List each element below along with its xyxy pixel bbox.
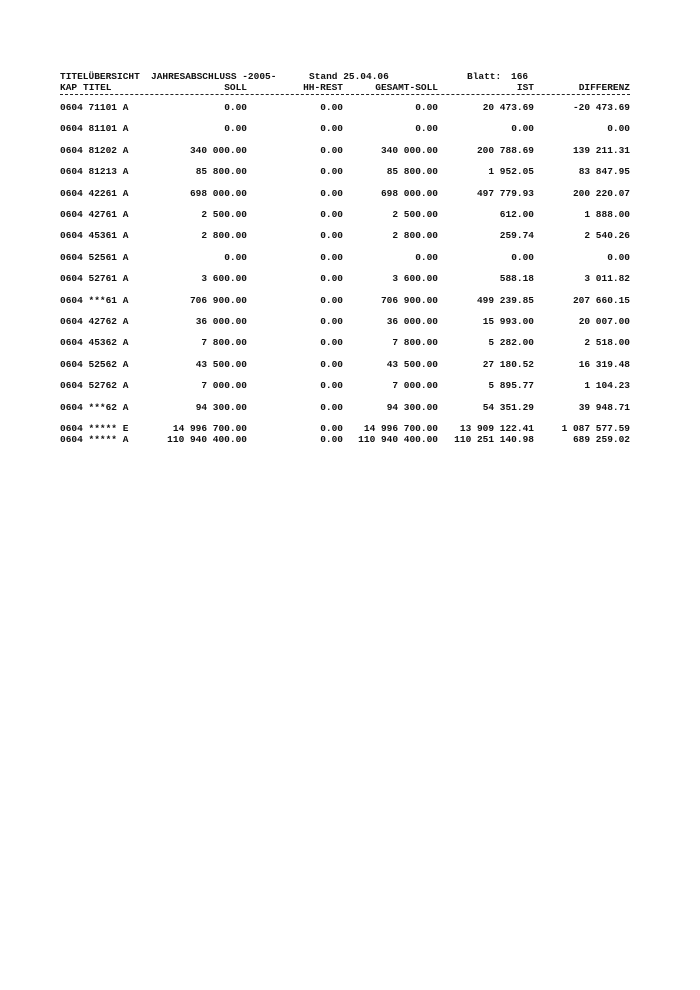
differenz-cell: 83 847.95	[578, 166, 630, 177]
soll-cell: 3 600.00	[201, 273, 247, 284]
report-name: JAHRESABSCHLUSS -2005-	[151, 71, 277, 82]
kap-titel-cell: 0604 42261 A	[60, 188, 129, 199]
table-row	[0, 316, 700, 327]
col-header-titel: TITEL	[83, 82, 112, 93]
table-row	[0, 273, 700, 284]
differenz-cell: 200 220.07	[572, 188, 630, 199]
differenz-cell: 0.00	[607, 123, 630, 134]
hh-rest-cell: 0.00	[320, 102, 343, 113]
table-row	[0, 295, 700, 306]
gesamt-soll-cell: 14 996 700.00	[363, 423, 438, 434]
gesamt-soll-cell: 0.00	[415, 123, 438, 134]
soll-cell: 698 000.00	[189, 188, 247, 199]
hh-rest-cell: 0.00	[320, 402, 343, 413]
gesamt-soll-cell: 0.00	[415, 252, 438, 263]
hh-rest-cell: 0.00	[320, 188, 343, 199]
hh-rest-cell: 0.00	[320, 273, 343, 284]
differenz-cell: 16 319.48	[578, 359, 630, 370]
table-row	[0, 209, 700, 220]
kap-titel-cell: 0604 81202 A	[60, 145, 129, 156]
hh-rest-cell: 0.00	[320, 337, 343, 348]
kap-titel-cell: 0604 71101 A	[60, 102, 129, 113]
kap-titel-cell: 0604 42761 A	[60, 209, 129, 220]
differenz-cell: 139 211.31	[572, 145, 630, 156]
ist-cell: 110 251 140.98	[454, 434, 534, 445]
hh-rest-cell: 0.00	[320, 230, 343, 241]
table-row	[0, 337, 700, 348]
soll-cell: 14 996 700.00	[172, 423, 247, 434]
soll-cell: 7 000.00	[201, 380, 247, 391]
differenz-cell: 1 104.23	[584, 380, 630, 391]
ist-cell: 5 895.77	[488, 380, 534, 391]
ist-cell: 0.00	[511, 252, 534, 263]
soll-cell: 0.00	[224, 123, 247, 134]
hh-rest-cell: 0.00	[320, 209, 343, 220]
kap-titel-cell: 0604 52561 A	[60, 252, 129, 263]
kap-titel-cell: 0604 52761 A	[60, 273, 129, 284]
totals-row	[0, 434, 700, 445]
gesamt-soll-cell: 43 500.00	[386, 359, 438, 370]
differenz-cell: 2 540.26	[584, 230, 630, 241]
ist-cell: 15 993.00	[482, 316, 534, 327]
kap-titel-cell: 0604 42762 A	[60, 316, 129, 327]
col-header-ist: IST	[516, 82, 534, 93]
table-row	[0, 123, 700, 134]
soll-cell: 85 800.00	[195, 166, 247, 177]
ist-cell: 27 180.52	[482, 359, 534, 370]
gesamt-soll-cell: 340 000.00	[380, 145, 438, 156]
ist-cell: 0.00	[511, 123, 534, 134]
totals-row	[0, 423, 700, 434]
page-number: 166	[511, 71, 529, 82]
soll-cell: 0.00	[224, 252, 247, 263]
gesamt-soll-cell: 7 000.00	[392, 380, 438, 391]
gesamt-soll-cell: 3 600.00	[392, 273, 438, 284]
differenz-cell: 20 007.00	[578, 316, 630, 327]
soll-cell: 340 000.00	[189, 145, 247, 156]
hh-rest-cell: 0.00	[320, 380, 343, 391]
differenz-cell: 39 948.71	[578, 402, 630, 413]
kap-titel-cell: 0604 45361 A	[60, 230, 129, 241]
header-separator	[60, 94, 630, 95]
ist-cell: 13 909 122.41	[459, 423, 534, 434]
differenz-cell: 207 660.15	[572, 295, 630, 306]
ist-cell: 259.74	[499, 230, 534, 241]
soll-cell: 0.00	[224, 102, 247, 113]
hh-rest-cell: 0.00	[320, 316, 343, 327]
differenz-cell: 3 011.82	[584, 273, 630, 284]
differenz-cell: 2 518.00	[584, 337, 630, 348]
page-label: Blatt:	[467, 71, 502, 82]
soll-cell: 94 300.00	[195, 402, 247, 413]
kap-titel-cell: 0604 ***** E	[60, 423, 129, 434]
gesamt-soll-cell: 85 800.00	[386, 166, 438, 177]
ist-cell: 588.18	[499, 273, 534, 284]
hh-rest-cell: 0.00	[320, 123, 343, 134]
ist-cell: 5 282.00	[488, 337, 534, 348]
soll-cell: 36 000.00	[195, 316, 247, 327]
gesamt-soll-cell: 110 940 400.00	[358, 434, 438, 445]
table-row	[0, 230, 700, 241]
ist-cell: 200 788.69	[476, 145, 534, 156]
soll-cell: 7 800.00	[201, 337, 247, 348]
table-row	[0, 252, 700, 263]
soll-cell: 2 500.00	[201, 209, 247, 220]
table-row	[0, 102, 700, 113]
col-header-differenz: DIFFERENZ	[578, 82, 630, 93]
ist-cell: 54 351.29	[482, 402, 534, 413]
table-row	[0, 145, 700, 156]
differenz-cell: 0.00	[607, 252, 630, 263]
table-row	[0, 359, 700, 370]
table-row	[0, 380, 700, 391]
table-row	[0, 402, 700, 413]
kap-titel-cell: 0604 45362 A	[60, 337, 129, 348]
ist-cell: 1 952.05	[488, 166, 534, 177]
kap-titel-cell: 0604 81213 A	[60, 166, 129, 177]
hh-rest-cell: 0.00	[320, 166, 343, 177]
col-header-gesamt-soll: GESAMT-SOLL	[375, 82, 438, 93]
differenz-cell: -20 473.69	[572, 102, 630, 113]
gesamt-soll-cell: 2 500.00	[392, 209, 438, 220]
hh-rest-cell: 0.00	[320, 295, 343, 306]
ist-cell: 612.00	[499, 209, 534, 220]
ist-cell: 499 239.85	[476, 295, 534, 306]
hh-rest-cell: 0.00	[320, 252, 343, 263]
kap-titel-cell: 0604 ***61 A	[60, 295, 129, 306]
soll-cell: 2 800.00	[201, 230, 247, 241]
kap-titel-cell: 0604 52562 A	[60, 359, 129, 370]
soll-cell: 43 500.00	[195, 359, 247, 370]
differenz-cell: 1 087 577.59	[561, 423, 630, 434]
gesamt-soll-cell: 2 800.00	[392, 230, 438, 241]
soll-cell: 110 940 400.00	[167, 434, 247, 445]
gesamt-soll-cell: 706 900.00	[380, 295, 438, 306]
ist-cell: 20 473.69	[482, 102, 534, 113]
report-stand: Stand 25.04.06	[309, 71, 389, 82]
col-header-hh-rest: HH-REST	[303, 82, 343, 93]
soll-cell: 706 900.00	[189, 295, 247, 306]
differenz-cell: 689 259.02	[572, 434, 630, 445]
kap-titel-cell: 0604 ***62 A	[60, 402, 129, 413]
hh-rest-cell: 0.00	[320, 145, 343, 156]
ist-cell: 497 779.93	[476, 188, 534, 199]
kap-titel-cell: 0604 81101 A	[60, 123, 129, 134]
kap-titel-cell: 0604 52762 A	[60, 380, 129, 391]
table-row	[0, 166, 700, 177]
kap-titel-cell: 0604 ***** A	[60, 434, 129, 445]
gesamt-soll-cell: 0.00	[415, 102, 438, 113]
gesamt-soll-cell: 36 000.00	[386, 316, 438, 327]
hh-rest-cell: 0.00	[320, 423, 343, 434]
hh-rest-cell: 0.00	[320, 434, 343, 445]
col-header-soll: SOLL	[224, 82, 247, 93]
differenz-cell: 1 888.00	[584, 209, 630, 220]
gesamt-soll-cell: 94 300.00	[386, 402, 438, 413]
hh-rest-cell: 0.00	[320, 359, 343, 370]
col-header-kap: KAP	[60, 82, 78, 93]
table-row	[0, 188, 700, 199]
report-title: TITELÜBERSICHT	[60, 71, 140, 82]
gesamt-soll-cell: 7 800.00	[392, 337, 438, 348]
gesamt-soll-cell: 698 000.00	[380, 188, 438, 199]
